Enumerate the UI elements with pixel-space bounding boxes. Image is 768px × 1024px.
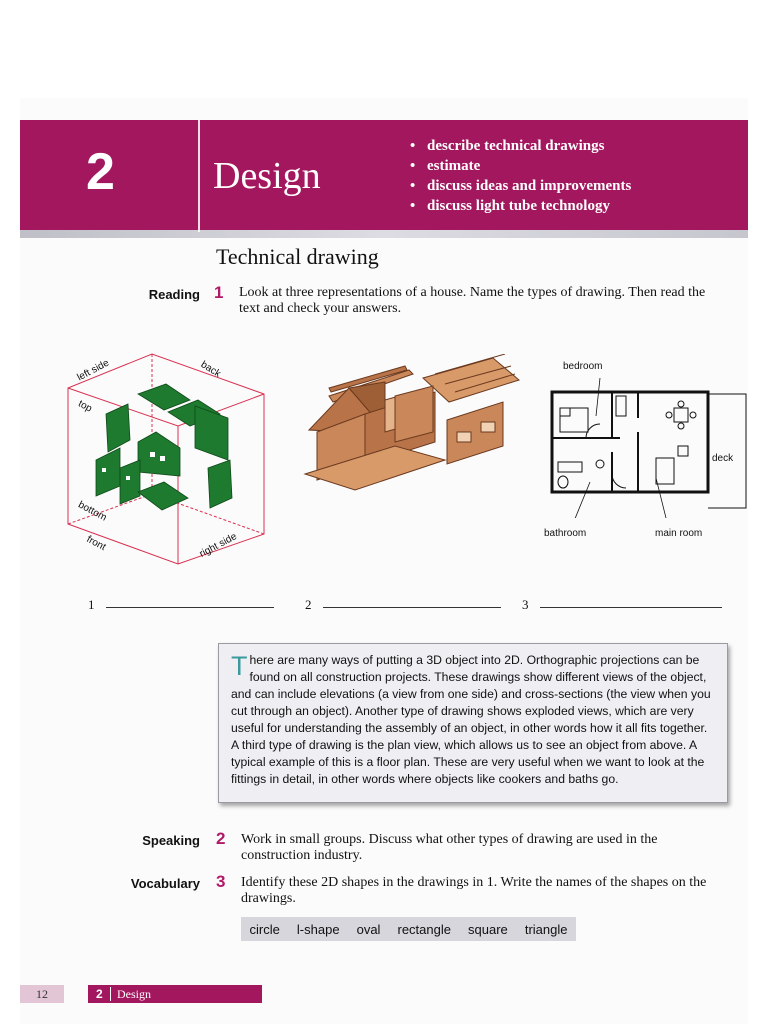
objectives-list [410,136,631,216]
answer-line[interactable] [540,607,722,608]
exploded-view-figure [285,354,525,494]
vocabulary-word-box [241,917,576,941]
plan-label-main-room: main room [655,528,703,539]
cube-label-bottom: bottom [76,499,109,524]
footer-band [88,985,262,1003]
plan-label-bathroom: bathroom [544,528,587,539]
vocab-word: circle [249,921,280,937]
exercise-number: 1 [214,283,224,302]
section-title: Technical drawing [216,244,379,269]
objective-item: • discuss light tube technology [410,196,631,216]
answer-number: 2 [305,597,312,612]
unit-number: 2 [86,143,115,201]
answer-line[interactable] [323,607,501,608]
reading-body: here are many ways of putting a 3D object into 2D. Orthographic projections can be found on all construction projects. These drawings show different views of the object, and can include elevations (a view from one side) and cross-sections (the view when you cut through an object). Another type of drawing shows exploded views, which are very useful for understanding the assembly of an object, in other words how it all fits together. A third type of drawing is the plan view, which allows us to see an object from above. A typical example of this is a floor plan. These are very useful when we want to look at the fittings in detail, in other words where objects like cookers and baths go. [231,653,711,786]
footer-unit-title: Design [117,987,151,1001]
exercise-number: 3 [216,872,226,891]
cube-label-left-side: left side [75,357,112,384]
answer-line[interactable] [106,607,274,608]
unit-title: Design [213,155,321,197]
exercise-label-reading: Reading [148,287,200,302]
reading-text [231,652,713,788]
unit-header-band [20,120,748,232]
vocab-word: l-shape [296,921,340,937]
reading-text-box [218,643,728,803]
vocab-word: rectangle [397,921,451,937]
drop-cap: T [231,651,248,681]
header-divider [198,120,200,232]
header-shadow-strip [20,230,748,238]
exercise-instruction: Work in small groups. Discuss what other types of drawing are used in the construction industry. [241,832,658,863]
footer-unit-number: 2 [96,987,103,1001]
page-number: 12 [20,985,64,1003]
cube-label-back: back [198,359,223,380]
exercise-label-speaking: Speaking [142,833,200,848]
vocab-word: oval [356,921,381,937]
vocab-word: triangle [524,921,568,937]
objective-item: • describe technical drawings [410,136,631,156]
answer-number: 3 [522,597,529,612]
cube-label-top: top [76,398,94,415]
objective-item: • estimate [410,156,631,176]
floor-plan-figure [550,378,750,518]
cube-label-right-side: right side [197,531,239,560]
answer-number: 1 [88,597,95,612]
exercise-instruction: Identify these 2D shapes in the drawings in 1. Write the names of the shapes on the drawings. [241,875,707,906]
objective-item: • discuss ideas and improvements [410,176,631,196]
exercise-label-vocabulary: Vocabulary [130,876,200,891]
exercise-number: 2 [216,829,226,848]
footer-separator [110,987,111,1001]
plan-label-deck: deck [712,453,734,464]
vocab-word: square [468,921,508,937]
plan-label-bedroom: bedroom [563,361,603,372]
exercise-instruction: Look at three representations of a house. Name the types of drawing. Then read the text and check your answers. [239,285,706,316]
cube-label-front: front [84,533,108,554]
